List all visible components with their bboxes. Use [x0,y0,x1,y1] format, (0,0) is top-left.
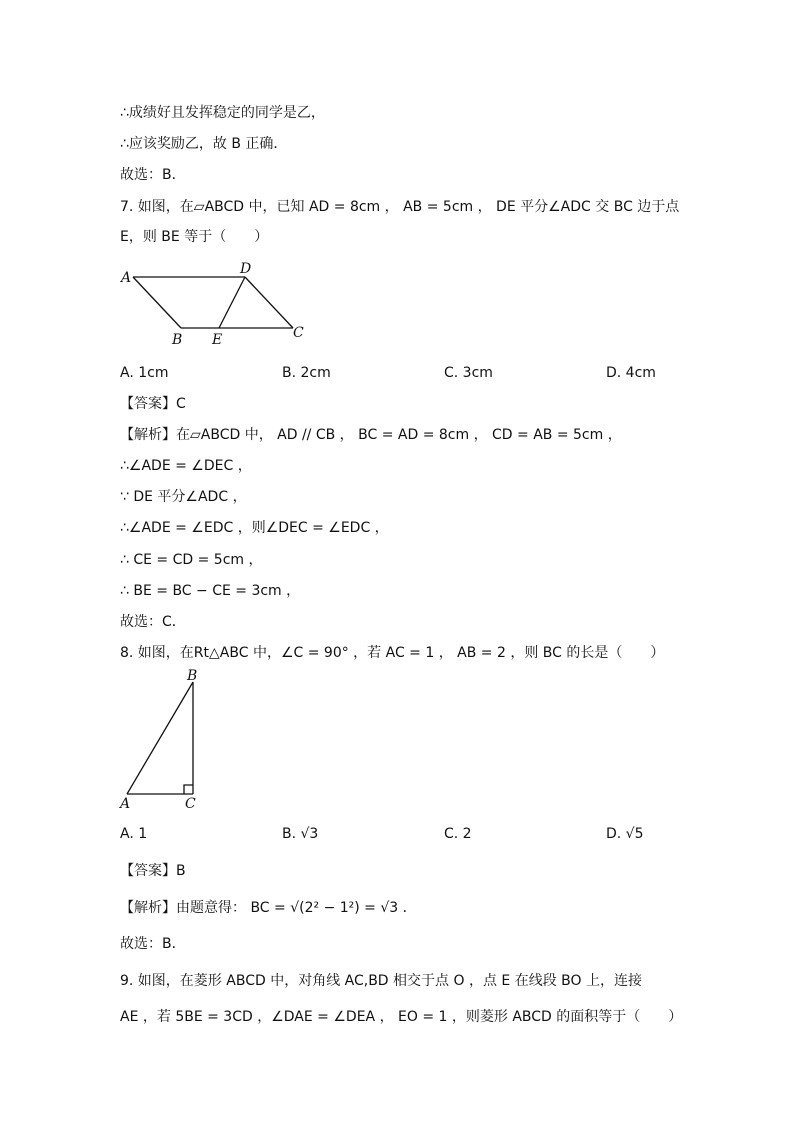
parallelogram-figure [115,258,315,350]
vertex-label-E: E [212,332,223,348]
right-triangle-figure [115,666,215,812]
question-stem: AE ，若 5BE = 3CD ，∠DAE = ∠DEA ， EO = 1 ，则菱形 ABCD 的面积等于（ ） [120,1009,683,1025]
solution-line: ∴∠ADE = ∠DEC ， [120,458,252,474]
solution-line: 【解析】由题意得： BC = √(2² − 1²) = √3 ． [120,900,417,916]
option-b: B. 2cm [282,365,331,381]
vertex-label-A: A [120,796,131,812]
solution-line: ∵ DE 平分∠ADC ， [120,489,247,505]
vertex-label-C: C [185,796,196,812]
solution-line: ∴∠ADE = ∠EDC ，则∠DEC = ∠EDC ， [120,520,389,536]
solution-line: ∴ BE = BC − CE = 3cm ， [120,583,301,599]
text-line: ∴成绩好且发挥稳定的同学是乙， [120,105,325,121]
answer-label: 【答案】C [120,396,186,412]
vertex-label-B: B [187,668,198,684]
vertex-label-B: B [172,332,183,348]
question-stem: 8. 如图，在Rt△ABC 中，∠C = 90° ，若 AC = 1 ， AB = 2 ，则 BC 的长是（ ） [120,645,665,661]
option-a: A. 1 [120,826,148,842]
solution-line: 故选：B． [120,936,186,952]
question-stem: 7. 如图，在▱ABCD 中，已知 AD = 8cm ， AB = 5cm ， DE 平分∠ADC 交 BC 边于点 [120,199,680,215]
question-stem: 9. 如图，在菱形 ABCD 中，对角线 AC,BD 相交于点 O ，点 E 在线段 BO 上，连接 [120,973,642,989]
option-b: B. √3 [282,826,319,842]
option-c: C. 2 [444,826,472,842]
text-line: 故选：B． [120,167,186,183]
vertex-label-C: C [293,325,304,341]
solution-line: 【解析】在▱ABCD 中， AD // CB ， BC = AD = 8cm ， CD = AB = 5cm ， [120,427,622,443]
option-d: D. 4cm [606,365,656,381]
solution-line: 故选：C． [120,614,186,630]
vertex-label-D: D [240,261,252,277]
solution-line: ∴ CE = CD = 5cm ， [120,552,263,568]
text-line: ∴应该奖励乙，故 B 正确． [120,136,288,152]
vertex-label-A: A [121,270,132,286]
question-stem: E，则 BE 等于（ ） [120,229,269,245]
option-d: D. √5 [606,826,644,842]
option-a: A. 1cm [120,365,169,381]
option-c: C. 3cm [444,365,493,381]
answer-label: 【答案】B [120,863,186,879]
